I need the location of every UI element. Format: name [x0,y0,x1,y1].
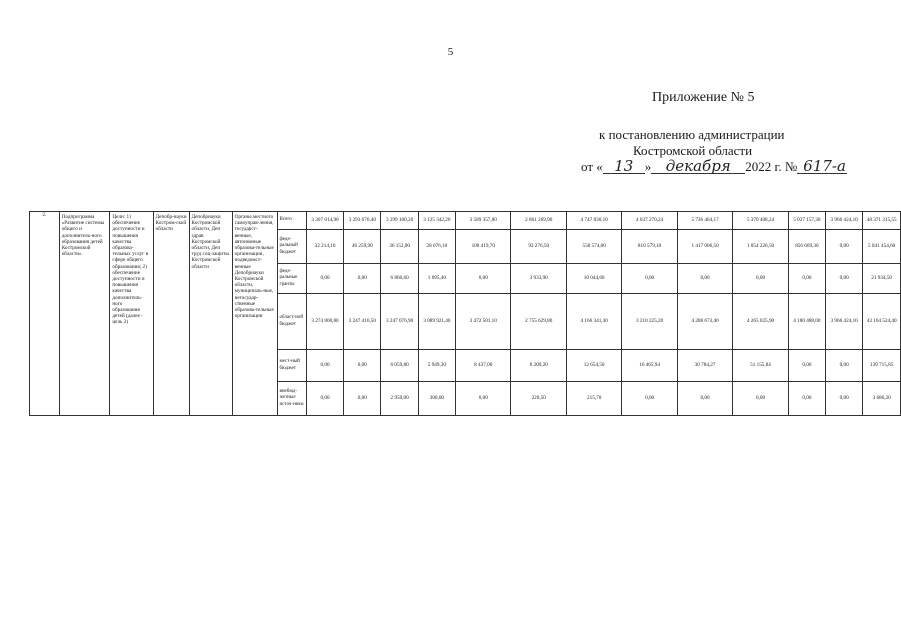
value-cell: 4 265 025,90 [733,294,788,350]
source-cell: феде-ральный бюджет [277,230,306,264]
value-cell: 48 371 315,55 [863,212,901,230]
value-cell: 8 437,00 [456,350,511,382]
value-cell: 0,00 [826,264,863,294]
resolution-line: к постановлению администрации [599,127,785,142]
date-prefix: от « [581,159,603,174]
value-cell: 5 041 454,60 [863,230,901,264]
value-cell: 558 574,00 [566,230,621,264]
value-cell: 0,00 [788,264,825,294]
appendix-title: Приложение № 5 [652,90,755,105]
value-cell: 1 054 226,50 [733,230,788,264]
value-cell: 2 861 269,90 [511,212,566,230]
value-cell: 12 654,50 [566,350,621,382]
value-cell: 3 247 416,50 [344,294,381,350]
participants-cell: Органы местного самоуправ-ления, государст-венные, автономные образова-тельные организации, подведомст-венные Депобрнауки Костромской области, муниципаль-ные, негосудар-ственные образова-тельные организации [232,212,277,416]
value-cell: 3 966 424,10 [826,212,863,230]
source-cell: внебюд-жетные источ-ники [277,382,306,416]
subprogram-cell: Подпрограмма «Развитие системы общего и дополнитель-ного образования детей Костромской области» [59,212,110,416]
date-line [581,159,847,175]
value-cell: 5 949,30 [418,350,455,382]
handwritten-month: декабря [651,159,745,174]
responsible-cell: Депобр-науки Костром-ской области [153,212,189,416]
value-cell: 2 755 629,80 [511,294,566,350]
source-cell: мест-ный бюджет [277,350,306,382]
value-cell: 6 059,80 [381,350,418,382]
value-cell: 5 370 408,24 [733,212,788,230]
value-cell: 16 465,94 [622,350,677,382]
value-cell: 3 125 342,20 [418,212,455,230]
value-cell: 0,00 [733,382,788,416]
value-cell: 300,00 [418,382,455,416]
value-cell: 8 209,20 [511,350,566,382]
table-row [30,212,901,230]
value-cell: 0,00 [344,382,381,416]
year-text: 2022 г. № [745,159,798,174]
value-cell: 3 293 676,40 [344,212,381,230]
value-cell: 3 089 921,40 [418,294,455,350]
value-cell: 4 166 341,30 [566,294,621,350]
source-cell: област-ной бюджет [277,294,306,350]
value-cell: 4 037 270,24 [622,212,677,230]
value-cell: 139 715,85 [863,350,901,382]
source-cell: Всего [277,212,306,230]
page-number: 5 [447,46,454,58]
value-cell: 5 037 157,30 [788,212,825,230]
date-mid: » [644,159,652,174]
value-cell: 0,00 [733,264,788,294]
value-cell: 30 784,27 [677,350,732,382]
value-cell: 0,00 [826,350,863,382]
region-line: Костромской области [633,143,753,158]
value-cell: 0,00 [677,264,732,294]
value-cell: 28 076,10 [418,230,455,264]
row-index: 2. [30,212,60,416]
value-cell: 0,00 [826,382,863,416]
value-cell: 0,00 [344,264,381,294]
value-cell: 0,00 [788,382,825,416]
value-cell: 10 044,60 [566,264,621,294]
value-cell: 5 736 464,17 [677,212,732,230]
value-cell: 108 419,70 [456,230,511,264]
goals-cell: Цели: 1) обеспечение доступности и повышения качества образова-тельных услуг в сфере общего образования; 2) обеспечение доступности и повышения качества дополнитель-ного образования детей (далее - цель 2) [110,212,153,416]
value-cell: 21 934,50 [863,264,901,294]
value-cell: 0,00 [622,382,677,416]
value-cell: 0,00 [456,382,511,416]
handwritten-number: 617-а [797,159,847,174]
value-cell: 36 152,90 [381,230,418,264]
value-cell: 215,70 [566,382,621,416]
value-cell: 0,00 [788,350,825,382]
value-cell: 810 579,10 [622,230,677,264]
value-cell: 3 299 100,20 [381,212,418,230]
value-cell: 3 274 800,80 [306,294,343,350]
value-cell: 856 669,30 [788,230,825,264]
value-cell: 4 747 830,10 [566,212,621,230]
value-cell: 3 966 424,10 [826,294,863,350]
value-cell: 3 472 501,10 [456,294,511,350]
funding-table [29,211,901,416]
value-cell: 32 214,10 [306,230,343,264]
value-cell: 6 860,60 [381,264,418,294]
value-cell: 93 276,50 [511,230,566,264]
value-cell: 0,00 [306,264,343,294]
value-cell: 2 950,00 [381,382,418,416]
value-cell: 3 307 014,90 [306,212,343,230]
value-cell: 1 095,40 [418,264,455,294]
value-cell: 0,00 [456,264,511,294]
value-cell: 51 155,84 [733,350,788,382]
value-cell: 43 164 524,40 [863,294,901,350]
value-cell: 3 686,20 [863,382,901,416]
value-cell: 0,00 [344,350,381,382]
value-cell: 0,00 [826,230,863,264]
value-cell: 0,00 [306,382,343,416]
value-cell: 0,00 [306,350,343,382]
value-cell: 3 589 357,80 [456,212,511,230]
coexecutors-cell: Депобрнауки Костромской области, Деп здрав Костромской области, Деп труд соц-защиты Костромской области [189,212,232,416]
value-cell: 4 180 488,00 [788,294,825,350]
value-cell: 0,00 [622,264,677,294]
source-cell: феде-ральные гранты [277,264,306,294]
value-cell: 3 210 225,20 [622,294,677,350]
value-cell: 4 288 673,40 [677,294,732,350]
handwritten-day: 13 [603,159,645,174]
value-cell: 1 417 006,50 [677,230,732,264]
value-cell: 0,00 [677,382,732,416]
value-cell: 220,50 [511,382,566,416]
value-cell: 3 933,90 [511,264,566,294]
value-cell: 3 247 076,90 [381,294,418,350]
value-cell: 46 259,90 [344,230,381,264]
